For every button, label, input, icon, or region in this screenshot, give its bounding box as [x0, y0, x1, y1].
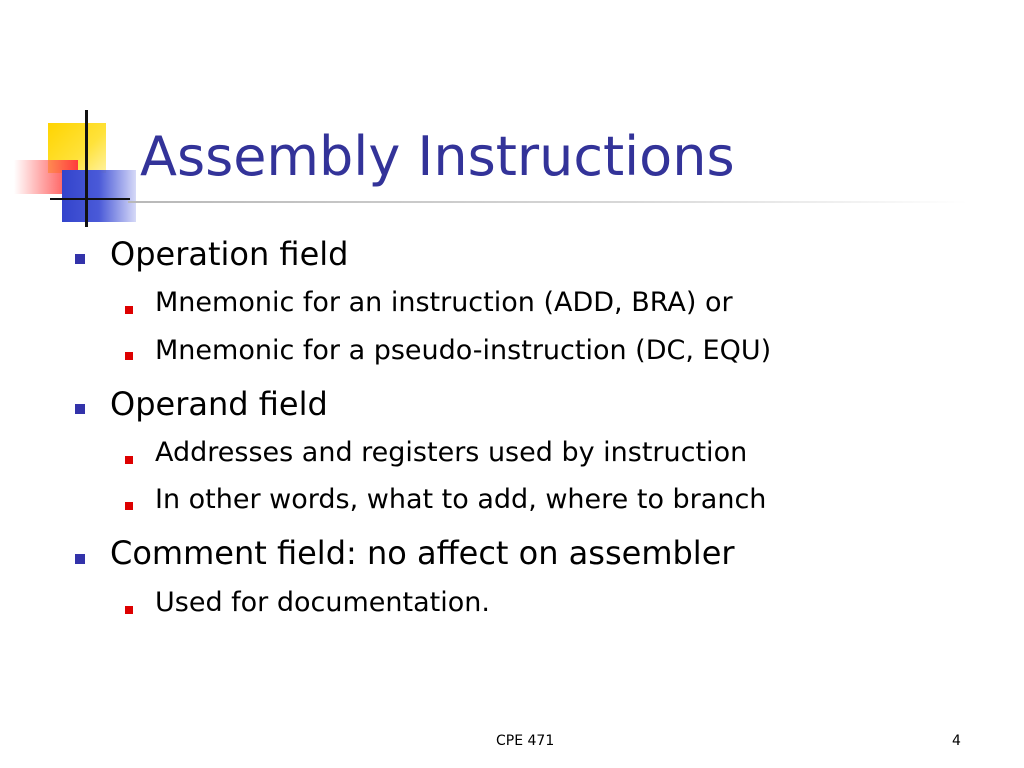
- bullet-item: Comment field: no affect on assembler: [110, 534, 735, 572]
- sub-bullet-square-icon: [125, 306, 133, 314]
- bullet-square-icon: [75, 404, 85, 414]
- sub-bullet-item: Mnemonic for an instruction (ADD, BRA) or: [155, 287, 733, 318]
- bullet-square-icon: [75, 554, 85, 564]
- sub-bullet-square-icon: [125, 606, 133, 614]
- corner-logo-vertical-line: [85, 110, 88, 227]
- sub-bullet-square-icon: [125, 352, 133, 360]
- sub-bullet-square-icon: [125, 456, 133, 464]
- footer-course: CPE 471: [496, 733, 555, 749]
- sub-bullet-item: Addresses and registers used by instruction: [155, 437, 748, 468]
- corner-logo-blue-square: [62, 170, 136, 222]
- bullet-item: Operand field: [110, 385, 328, 423]
- sub-bullet-item: In other words, what to add, where to branch: [155, 484, 767, 515]
- bullet-item: Operation field: [110, 235, 349, 273]
- sub-bullet-square-icon: [125, 502, 133, 510]
- title-underline: [128, 201, 968, 203]
- corner-logo-horizontal-line: [50, 198, 130, 200]
- page-number: 4: [952, 733, 961, 749]
- sub-bullet-item: Used for documentation.: [155, 587, 490, 618]
- bullet-square-icon: [75, 254, 85, 264]
- slide-title: Assembly Instructions: [140, 125, 735, 188]
- sub-bullet-item: Mnemonic for a pseudo-instruction (DC, EQU): [155, 335, 772, 366]
